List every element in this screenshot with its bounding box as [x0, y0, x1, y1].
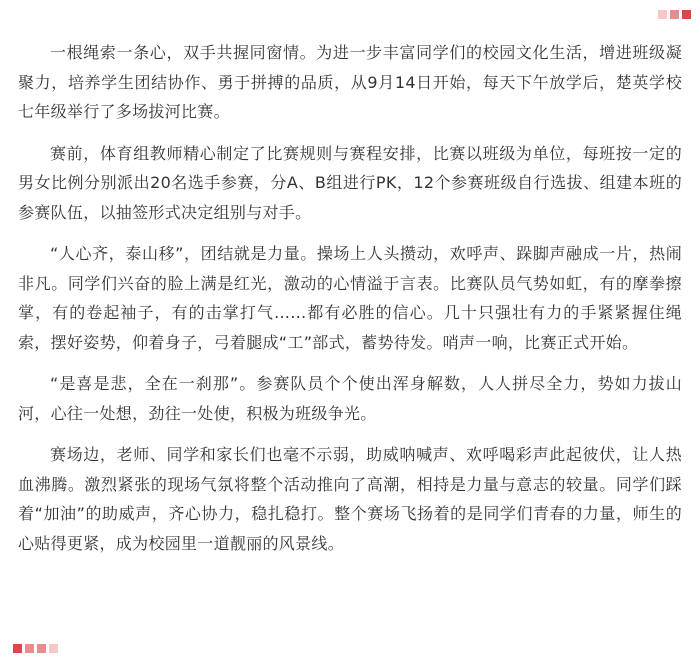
deco-square-dark [682, 10, 691, 19]
deco-square-light [49, 644, 58, 653]
deco-square-dark [13, 644, 22, 653]
deco-square-mid [670, 10, 679, 19]
paragraph-spectators: 赛场边，老师、同学和家长们也毫不示弱，助威呐喊声、欢呼喝彩声此起彼伏，让人热血沸腾。激烈紧张的现场气氛将整个活动推向了高潮，相持是力量与意志的较量。同学们踩着“加油”的助威声，齐心协力，稳扎稳打。整个赛场飞扬着的是同学们青春的力量，师生的心贴得更紧，成为校园里一道靓丽的风景线。 [18, 445, 682, 553]
deco-square-mid [25, 644, 34, 653]
deco-square-mid [37, 644, 46, 653]
decorative-squares-bottom [13, 644, 58, 653]
paragraph-atmosphere: “人心齐，泰山移”，团结就是力量。操场上人头攒动，欢呼声、跺脚声融成一片，热闹非凡。同学们兴奋的脸上满是红光，激动的心情溢于言表。比赛队员气势如虹，有的摩拳擦掌，有的卷起袖子，有的击掌打气……都有必胜的信心。几十只强壮有力的手紧紧握住绳索，摆好姿势，仰着身子，弓着腿成“工”部式，蓄势待发。哨声一响，比赛正式开始。 [18, 244, 682, 352]
deco-square-light [658, 10, 667, 19]
decorative-squares-top [658, 10, 691, 19]
paragraph-competition: “是喜是悲，全在一刹那”。参赛队员个个使出浑身解数，人人拼尽全力，势如力拔山河，心往一处想，劲往一处使，积极为班级争光。 [18, 374, 682, 423]
article-body [18, 38, 682, 570]
paragraph-intro: 一根绳索一条心，双手共握同窗情。为进一步丰富同学们的校园文化生活，增进班级凝聚力，培养学生团结协作、勇于拼搏的品质，从9月14日开始，每天下午放学后，楚英学校七年级举行了多场拔河比赛。 [18, 43, 682, 121]
paragraph-preparation: 赛前，体育组教师精心制定了比赛规则与赛程安排，比赛以班级为单位，每班按一定的男女比例分别派出20名选手参赛，分A、B组进行PK，12个参赛班级自行选拔、组建本班的参赛队伍，以抽签形式决定组别与对手。 [18, 143, 682, 222]
